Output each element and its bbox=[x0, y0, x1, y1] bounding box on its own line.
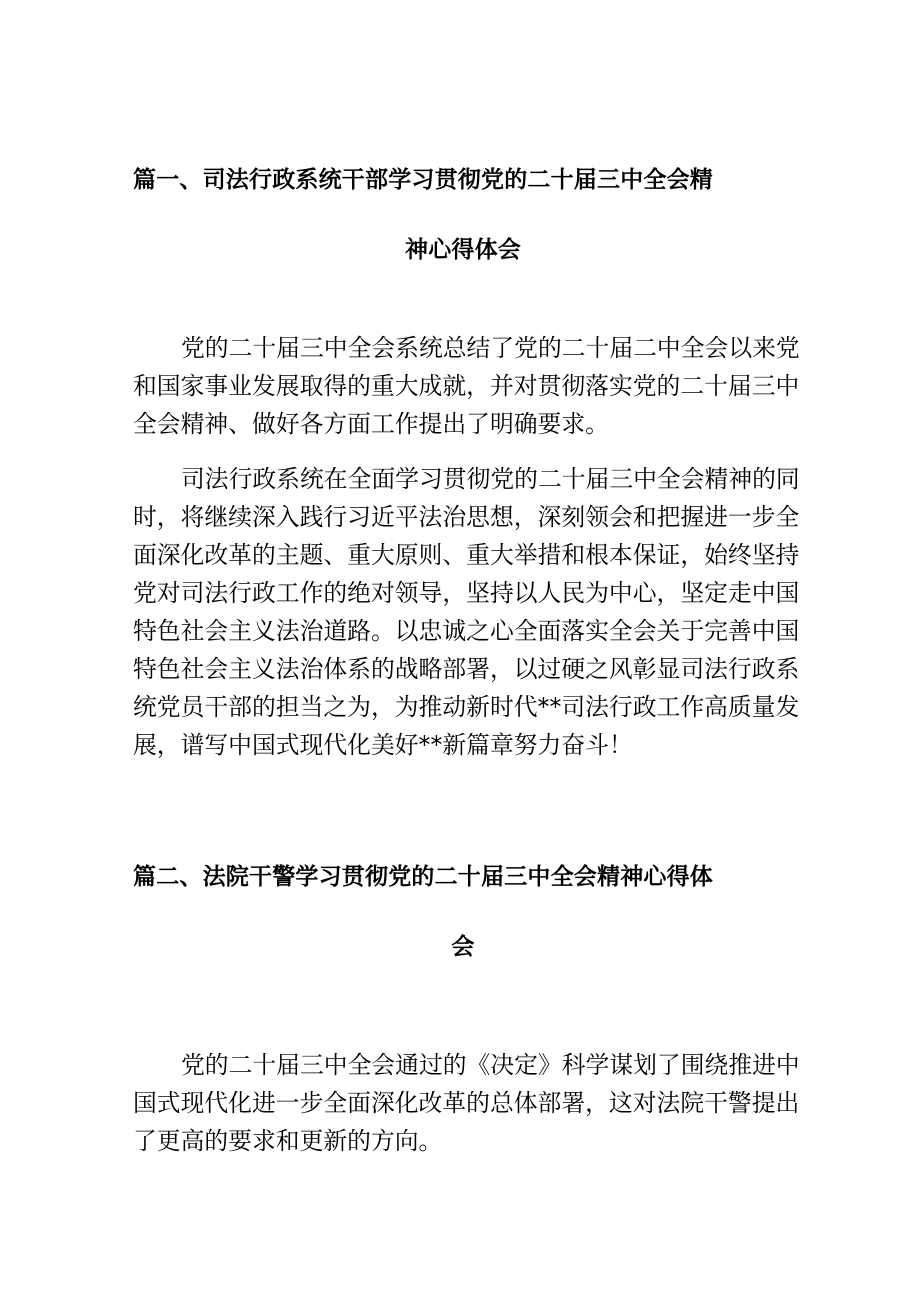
section1-title-line2: 神心得体会 bbox=[405, 237, 521, 263]
text-line: 了更高的要求和更新的方向。 bbox=[133, 1127, 443, 1155]
section2-paragraph-1 bbox=[133, 1046, 800, 1160]
section1-paragraph-2 bbox=[133, 460, 800, 764]
text-line: 党的二十届三中全会系统总结了党的二十届二中全会以来党 bbox=[181, 334, 800, 362]
text-line: 国式现代化进一步全面深化改革的总体部署，这对法院干警提出 bbox=[133, 1089, 800, 1117]
text-line: 全会精神、做好各方面工作提出了明确要求。 bbox=[133, 410, 609, 438]
text-line: 党的二十届三中全会通过的《决定》科学谋划了围绕推进中 bbox=[181, 1051, 800, 1079]
text-line: 司法行政系统在全面学习贯彻党的二十届三中全会精神的同 bbox=[181, 465, 800, 493]
text-line: 时，将继续深入践行习近平法治思想，深刻领会和把握进一步全 bbox=[133, 503, 800, 531]
section2-title-line2: 会 bbox=[451, 934, 475, 960]
text-line: 党对司法行政工作的绝对领导，坚持以人民为中心，坚定走中国 bbox=[133, 579, 800, 607]
text-line: 特色社会主义法治道路。以忠诚之心全面落实全会关于完善中国 bbox=[133, 617, 800, 645]
text-line: 统党员干部的担当之为，为推动新时代**司法行政工作高质量发 bbox=[133, 693, 800, 721]
section2-title-line1: 篇二、法院干警学习贯彻党的二十届三中全会精神心得体 bbox=[133, 864, 713, 890]
section1-title-line1: 篇一、司法行政系统干部学习贯彻党的二十届三中全会精 bbox=[133, 167, 713, 193]
text-line: 特色社会主义法治体系的战略部署，以过硬之风彰显司法行政系 bbox=[133, 655, 800, 683]
text-line: 和国家事业发展取得的重大成就，并对贯彻落实党的二十届三中 bbox=[133, 372, 800, 400]
text-line: 展，谱写中国式现代化美好**新篇章努力奋斗！ bbox=[133, 731, 633, 759]
text-line: 面深化改革的主题、重大原则、重大举措和根本保证，始终坚持 bbox=[133, 541, 800, 569]
section1-paragraph-1 bbox=[133, 329, 800, 443]
